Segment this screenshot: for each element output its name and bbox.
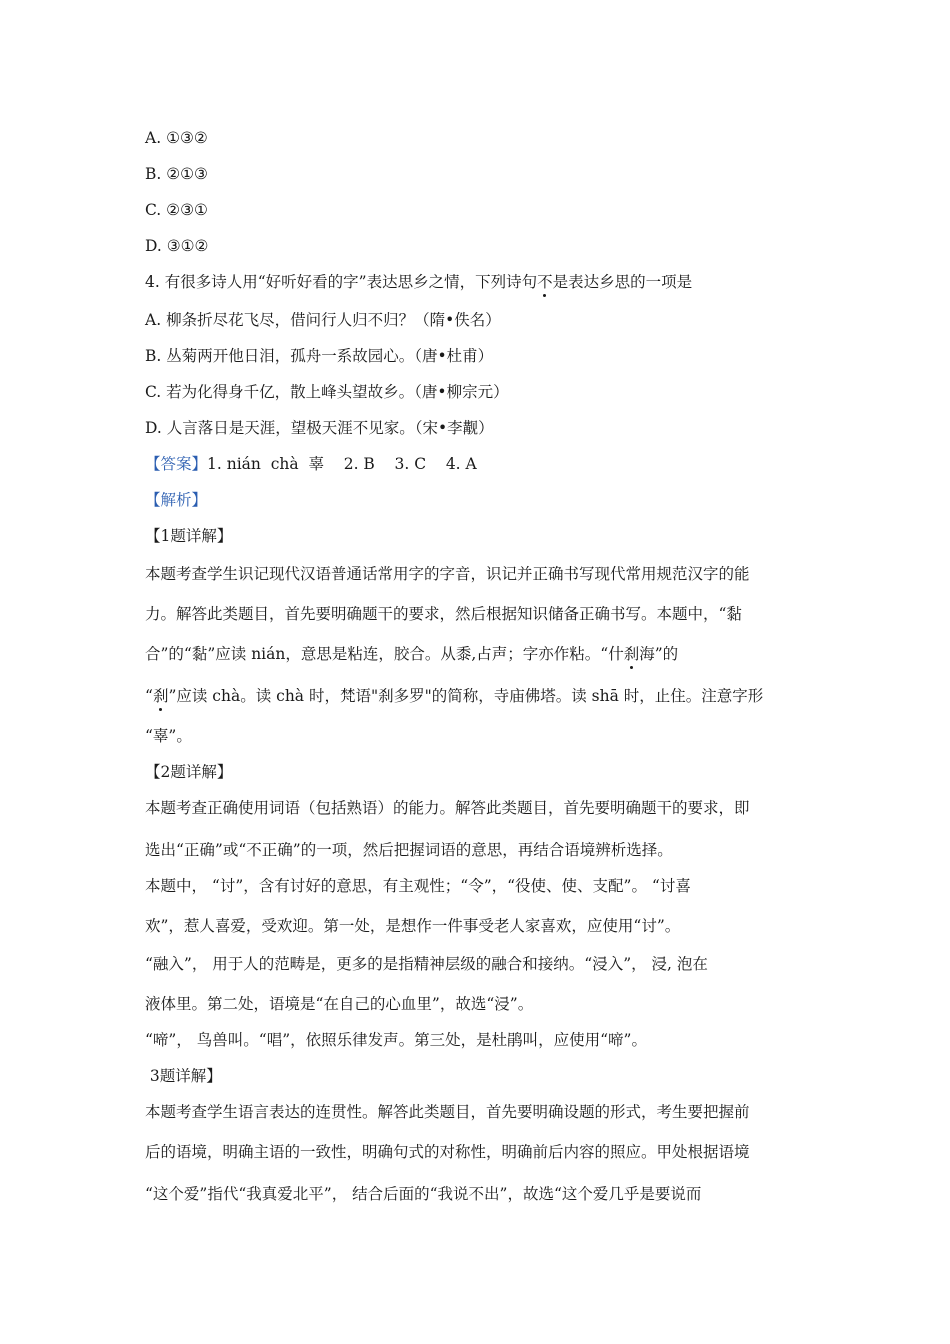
detail-2-line: 本题中， “讨”，含有讨好的意思，有主观性；“令”，“役使、使、支配”。 “讨喜	[145, 877, 691, 895]
option-letter: A.	[145, 311, 162, 329]
option-text: 人言落日是天涯，望极天涯不见家。（宋•李觏）	[166, 419, 494, 437]
text-segment: 海”的	[639, 645, 679, 663]
option-a	[145, 128, 815, 148]
question-4	[145, 272, 815, 292]
detail-2-line: 液体里。第二处，语境是“在自己的心血里”，故选“浸”。	[145, 995, 534, 1013]
text-segment: “	[145, 687, 153, 705]
option-text: 柳条折尽花飞尽，借问行人归不归？（隋•佚名）	[166, 311, 501, 329]
option-letter: B.	[145, 347, 162, 365]
q4-option-a	[145, 310, 815, 330]
answer-label: 【答案】	[145, 455, 208, 473]
analysis-label: 【解析】	[145, 491, 208, 509]
option-b	[145, 164, 815, 184]
detail-1-line: “辜”。	[145, 727, 192, 745]
detail-2-line: 本题考查正确使用词语（包括熟语）的能力。解答此类题目，首先要明确题干的要求，即	[145, 799, 750, 817]
answer-text: 1. nián chà 辜 2. B 3. C 4. A	[207, 455, 477, 473]
detail-2-line: 选出“正确”或“不正确”的一项，然后把握词语的意思，再结合语境辨析选择。	[145, 841, 673, 859]
emphasis-char: 不	[537, 273, 553, 291]
option-text: ②③①	[166, 201, 208, 219]
q4-option-b	[145, 346, 815, 366]
detail-2-line: “融入”， 用于人的范畴是，更多的是指精神层级的融合和接纳。“浸入”， 浸, 泡在	[145, 955, 708, 973]
detail-3-line: “这个爱”指代“我真爱北平”， 结合后面的“我说不出”，故选“这个爱几乎是要说而	[145, 1185, 702, 1203]
text-segment: 合”的“黏”应读 nián，意思是粘连，胶合。从黍,占声；字亦作粘。“什	[145, 645, 624, 663]
detail-1-line: 本题考查学生识记现代汉语普通话常用字的字音，识记并正确书写现代常用规范汉字的能	[145, 565, 750, 583]
option-letter: C.	[145, 383, 162, 401]
answer-line	[145, 454, 815, 474]
detail-1-line	[145, 686, 815, 706]
option-text: 若为化得身千亿，散上峰头望故乡。（唐•柳宗元）	[166, 383, 509, 401]
option-text: ①③②	[166, 129, 208, 147]
detail-1-heading: 【1题详解】	[145, 527, 233, 545]
option-text: ③①②	[166, 237, 209, 255]
option-letter: A.	[145, 129, 162, 147]
option-letter: B.	[145, 165, 162, 183]
question-text: 4. 有很多诗人用“好听好看的字”表达思乡之情，下列诗句	[145, 273, 538, 291]
detail-1-line	[145, 644, 815, 664]
detail-3-line: 后的语境，明确主语的一致性，明确句式的对称性，明确前后内容的照应。甲处根据语境	[145, 1143, 750, 1161]
detail-2-line: “啼”， 鸟兽叫。“唱”，依照乐律发声。第三处，是杜鹃叫，应使用“啼”。	[145, 1031, 647, 1049]
detail-2-heading: 【2题详解】	[145, 763, 233, 781]
q4-option-c	[145, 382, 815, 402]
emphasis-char: 刹	[152, 687, 169, 705]
text-segment: ”应读 chà。读 chà 时，梵语"刹多罗"的简称，寺庙佛塔。读 shā 时，止住。注意字形	[168, 687, 764, 705]
option-letter: D.	[145, 237, 162, 255]
option-letter: C.	[145, 201, 162, 219]
detail-3-heading: 3题详解】	[145, 1067, 222, 1085]
option-text: ②①③	[166, 165, 208, 183]
question-text-end: 是表达乡思的一项是	[552, 273, 693, 291]
detail-1-line: 力。解答此类题目，首先要明确题干的要求，然后根据知识储备正确书写。本题中，“黏	[145, 605, 742, 623]
option-d	[145, 236, 815, 256]
detail-2-line: 欢”，惹人喜爱，受欢迎。第一处，是想作一件事受老人家喜欢，应使用“讨”。	[145, 917, 681, 935]
q4-option-d	[145, 418, 815, 438]
option-text: 丛菊两开他日泪，孤舟一系故园心。（唐•杜甫）	[166, 347, 494, 365]
option-letter: D.	[145, 419, 162, 437]
emphasis-char: 刹	[623, 645, 640, 663]
option-c	[145, 200, 815, 220]
detail-3-line: 本题考查学生语言表达的连贯性。解答此类题目，首先要明确设题的形式，考生要把握前	[145, 1103, 750, 1121]
